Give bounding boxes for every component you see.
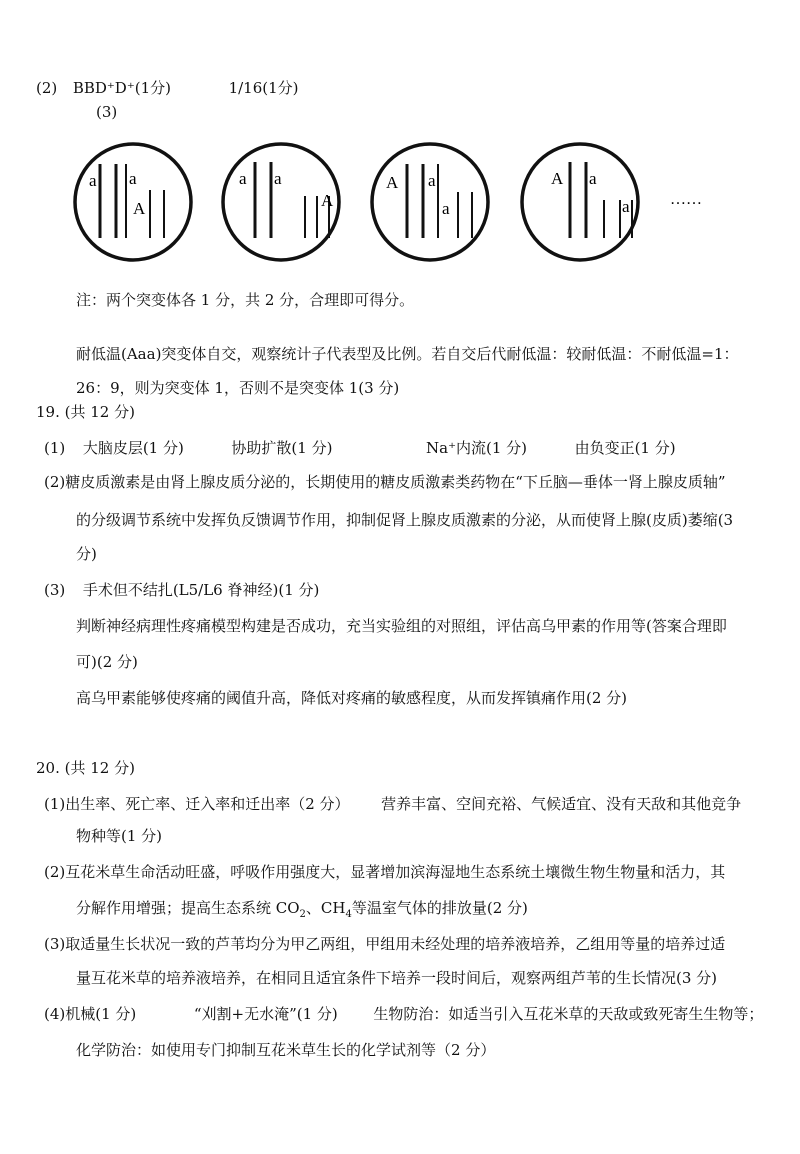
q20-part2-line2-pre: 分解作用增强；提高生态系统 CO xyxy=(76,899,300,917)
q20-part4-answer-c: 生物防治：如适当引入互花米草的天敌或致死寄生生物等； xyxy=(373,1005,764,1023)
q18-part2-genotype: BBD⁺D⁺(1分) xyxy=(72,79,171,97)
q19-title: 19. (共 12 分) xyxy=(36,403,135,421)
q18-note: 注：两个突变体各 1 分，共 2 分，合理即可得分。 xyxy=(76,291,415,309)
cell-2 xyxy=(223,144,339,260)
cell-2-gene-right: A xyxy=(321,191,334,210)
q20-part4-line2: 化学防治：如使用专门抑制互花米草生长的化学试剂等（2 分） xyxy=(76,1041,496,1059)
q19-part3-line2: 判断神经病理性疼痛模型构建是否成功，充当实验组的对照组，评估高乌甲素的作用等(答案合理即 xyxy=(76,617,727,635)
q20-part2-line1: (2)互花米草生命活动旺盛，呼吸作用强度大，显著增加滨海湿地生态系统土壤微生物生物量和活力，其 xyxy=(44,863,726,881)
cell-1-gene-right: A xyxy=(133,199,146,218)
q19-part1-answer-c: Na⁺内流(1 分) xyxy=(426,439,528,457)
q20-part1-answer-a: (1)出生率、死亡率、迁入率和迁出率（2 分） xyxy=(44,795,350,813)
cell-4-gene-left-2: a xyxy=(589,169,597,188)
q18-part3-label: (3) xyxy=(96,103,118,121)
q19-part1-answer-a: 大脑皮层(1 分) xyxy=(82,439,184,457)
q20-part2-line2-mid: 、CH xyxy=(305,899,346,917)
q19-part1-line xyxy=(44,438,676,458)
q18-explanation-line1: 耐低温(Aaa)突变体自交，观察统计子代表型及比例。若自交后代耐低温：较耐低温：不耐低温=1： xyxy=(76,345,739,363)
q19-part1-answer-b: 协助扩散(1 分) xyxy=(231,439,333,457)
q19-part3-line3: 可)(2 分) xyxy=(76,653,138,671)
cell-4-gene-left-1: A xyxy=(551,169,564,188)
co2-subscript: 2 xyxy=(299,909,306,920)
q20-part2-line2-post: 等温室气体的排放量(2 分) xyxy=(351,899,528,917)
q20-part2-line2 xyxy=(76,898,528,918)
q19-part2-line2: 的分级调节系统中发挥负反馈调节作用，抑制促肾上腺皮质激素的分泌，从而使肾上腺(皮质)萎缩(3 xyxy=(76,511,734,529)
cell-1 xyxy=(75,144,191,260)
cell-4-gene-right: a xyxy=(622,197,630,216)
q20-part1-line1 xyxy=(44,794,741,814)
cell-3-gene-left-2: a xyxy=(428,171,436,190)
q19-part1-answer-d: 由负变正(1 分) xyxy=(574,439,676,457)
cell-3-gene-left-1: A xyxy=(386,173,399,192)
q20-part3-line1: (3)取适量生长状况一致的芦苇均分为甲乙两组，甲组用未经处理的培养液培养，乙组用等量的培养过适 xyxy=(44,935,726,953)
q20-part3-line2: 量互花米草的培养液培养，在相同且适宜条件下培养一段时间后，观察两组芦苇的生长情况(3 分) xyxy=(76,969,718,987)
cell-3-gene-right: a xyxy=(442,199,450,218)
q19-part1-label: (1) xyxy=(44,439,66,457)
chromosome-diagram xyxy=(70,138,770,268)
q20-part1-answer-b: 营养丰富、空间充裕、气候适宜、没有天敌和其他竞争 xyxy=(381,795,742,813)
q18-explanation-line2: 26：9，则为突变体 1，否则不是突变体 1(3 分) xyxy=(76,379,400,397)
cell-1-gene-left-2: a xyxy=(129,169,137,188)
q20-part4-line1 xyxy=(44,1004,763,1024)
q19-part3-answer-a: 手术但不结扎(L5/L6 脊神经)(1 分) xyxy=(82,581,320,599)
cell-1-gene-left-1: a xyxy=(89,171,97,190)
q20-title: 20. (共 12 分) xyxy=(36,759,135,777)
cell-2-gene-left-2: a xyxy=(274,169,282,188)
q20-part4-answer-b: “刈割+无水淹”(1 分) xyxy=(193,1005,338,1023)
cell-4 xyxy=(522,144,638,260)
q20-part4-answer-a: (4)机械(1 分) xyxy=(44,1005,137,1023)
q18-part2-label: (2) xyxy=(36,79,58,97)
q18-part2-line xyxy=(36,78,299,98)
cell-2-gene-left-1: a xyxy=(239,169,247,188)
ch4-subscript: 4 xyxy=(345,909,352,920)
diagram-ellipsis: …… xyxy=(670,191,702,208)
q20-part1-line2: 物种等(1 分) xyxy=(76,827,163,845)
q19-part3-line4: 高乌甲素能够使疼痛的阈值升高，降低对疼痛的敏感程度，从而发挥镇痛作用(2 分) xyxy=(76,689,628,707)
q19-part2-line1: (2)糖皮质激素是由肾上腺皮质分泌的，长期使用的糖皮质激素类药物在“下丘脑—垂体一肾上腺皮质轴” xyxy=(44,473,726,491)
q19-part2-line3: 分) xyxy=(76,545,97,563)
q18-part2-ratio: 1/16(1分) xyxy=(228,79,299,97)
cell-3 xyxy=(372,144,488,260)
q19-part3-label: (3) xyxy=(44,581,66,599)
q19-part3-line1 xyxy=(44,580,319,600)
